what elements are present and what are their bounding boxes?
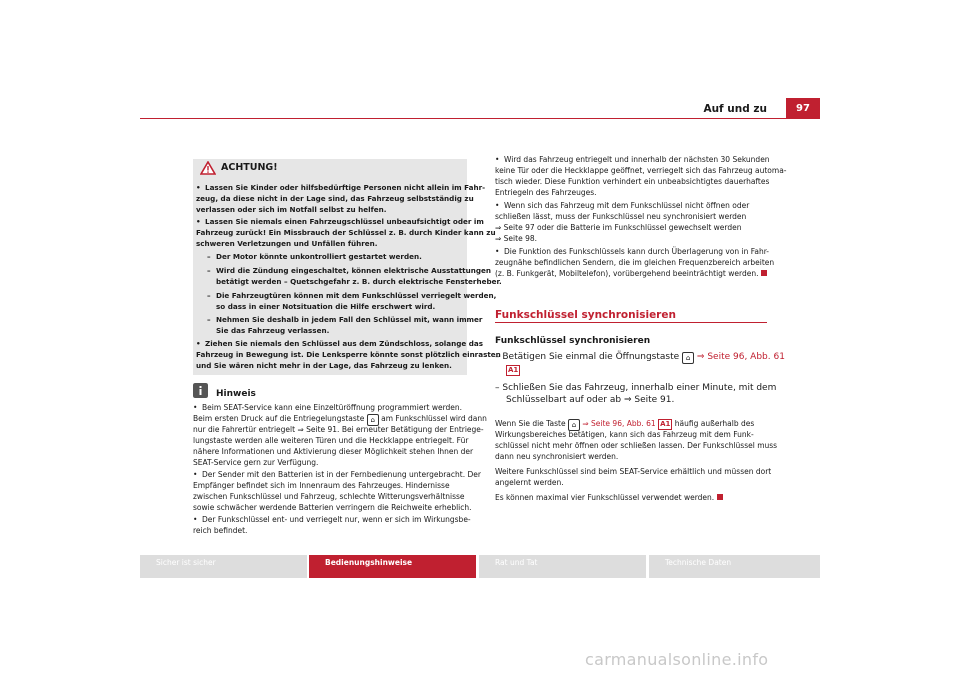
header-rule (140, 118, 820, 119)
page-reference-link[interactable]: ⇒ Seite 96, Abb. 61 (582, 419, 656, 428)
watermark: carmanualsonline.info (585, 650, 769, 669)
note-line: nähere Informationen und Aktivierung dieser Möglichkeit stehen Ihnen der (193, 447, 474, 456)
step-line: Schlüsselbart auf oder ab ⇒ Seite 91. (506, 395, 675, 405)
warning-line: Fahrzeug in Bewegung ist. Die Lenksperre könnte sonst plötzlich einrasten (196, 350, 501, 359)
body-line: • Wenn sich das Fahrzeug mit dem Funkschlüssel nicht öffnen oder (495, 201, 750, 210)
body-line: • Wird das Fahrzeug entriegelt und innerhalb der nächsten 30 Sekunden (495, 155, 770, 164)
body-line: Entriegeln des Fahrzeuges. (495, 188, 597, 197)
warning-triangle-icon (200, 161, 216, 175)
body-line: zeugnähe befindlichen Sendern, die im gleichen Frequenzbereich arbeiten (495, 258, 775, 267)
subsection-title: Funkschlüssel synchronisieren (495, 336, 651, 346)
warning-line: Fahrzeug zurück! Ein Missbrauch der Schlüssel z. B. durch Kinder kann zu (196, 228, 496, 237)
end-mark-icon (717, 494, 723, 500)
step-line: – Schließen Sie das Fahrzeug, innerhalb einer Minute, mit dem (495, 383, 777, 393)
note-heading: Hinweis (216, 389, 256, 399)
page-title: Auf und zu (703, 103, 767, 115)
body-line: angelernt werden. (495, 478, 564, 487)
body-line: schließen lässt, muss der Funkschlüssel neu synchronisiert werden (495, 212, 747, 221)
warning-subline: – Die Fahrzeugtüren können mit dem Funkschlüssel verriegelt werden, (207, 291, 497, 300)
footer-tab-sicher-ist-sicher[interactable]: Sicher ist sicher (140, 555, 307, 578)
warning-line: zeug, da diese nicht in der Lage sind, das Fahrzeug selbstständig zu (196, 194, 474, 203)
note-info-icon (193, 383, 208, 398)
end-mark-icon (761, 270, 767, 276)
body-line: Wenn Sie die Taste ⌂ ⇒ Seite 96, Abb. 61 A1 häufig außerhalb des (495, 419, 755, 429)
note-line: zwischen Funkschlüssel und Fahrzeug, schlechte Witterungsverhältnisse (193, 492, 465, 501)
unlock-key-icon: ⌂ (568, 419, 580, 431)
section-title: Funkschlüssel synchronisieren (495, 309, 676, 321)
note-line: • Der Sender mit den Batterien ist in der Fernbedienung untergebracht. Der (193, 470, 481, 479)
body-line: Wirkungsbereiches betätigen, kann sich das Fahrzeug mit dem Funk- (495, 430, 754, 439)
page-reference-link[interactable]: ⇒ Seite 96, Abb. 61 (696, 352, 785, 362)
body-line: schlüssel nicht mehr öffnen oder schließen lassen. Der Funkschlüssel muss (495, 441, 778, 450)
warning-subline: so dass in einer Notsituation die Hilfe erschwert wird. (216, 302, 436, 311)
warning-line: schweren Verletzungen und Unfällen führen. (196, 239, 378, 248)
warning-line: • Ziehen Sie niemals den Schlüssel aus dem Zündschloss, solange das (196, 339, 484, 348)
note-line: sowie schwächer werdende Batterien verringern die Reichweite erheblich. (193, 503, 472, 512)
body-line: ⇒ Seite 97 oder die Batterie im Funkschlüssel gewechselt werden (495, 223, 742, 232)
warning-subline: – Wird die Zündung eingeschaltet, können elektrische Ausstattungen (207, 266, 491, 275)
warning-subline: betätigt werden – Quetschgefahr z. B. durch elektrische Fensterheber. (216, 277, 502, 286)
footer-tab-rat-und-tat[interactable]: Rat und Tat (479, 555, 646, 578)
footer-tab-technische-daten[interactable]: Technische Daten (649, 555, 820, 578)
section-rule (495, 322, 767, 323)
figure-tag: A1 (660, 420, 671, 428)
note-line: nur die Fahrertür entriegelt ⇒ Seite 91. Bei erneuter Betätigung der Entriege- (193, 425, 484, 434)
warning-heading: ACHTUNG! (221, 162, 278, 173)
body-line: Es können maximal vier Funkschlüssel verwendet werden. (495, 492, 723, 503)
body-line: • Die Funktion des Funkschlüssels kann durch Überlagerung von in Fahr- (495, 247, 770, 256)
body-line: ⇒ Seite 98. (495, 234, 537, 243)
body-line: Weitere Funkschlüssel sind beim SEAT-Service erhältlich und müssen dort (495, 467, 772, 476)
warning-line: • Lassen Sie niemals einen Fahrzeugschlüssel unbeaufsichtigt oder im (196, 217, 484, 226)
note-line: SEAT-Service gern zur Verfügung. (193, 458, 319, 467)
body-line: keine Tür oder die Heckklappe geöffnet, verriegelt sich das Fahrzeug automa- (495, 166, 787, 175)
step-line: – Betätigen Sie einmal die Öffnungstaste ⌂ ⇒ Seite 96, Abb. 61 (495, 352, 785, 362)
body-line: (z. B. Funkgerät, Mobiltelefon), vorübergehend beeinträchtigt werden. (495, 268, 767, 279)
note-line: reich befindet. (193, 526, 248, 535)
footer-tab-bedienungshinweise[interactable]: Bedienungshinweise (309, 555, 476, 578)
warning-line: und Sie wären nicht mehr in der Lage, das Fahrzeug zu lenken. (196, 361, 452, 370)
unlock-key-icon: ⌂ (367, 414, 379, 426)
warning-line: verlassen oder sich im Notfall selbst zu helfen. (196, 205, 387, 214)
note-line: lungstaste werden alle weiteren Türen und die Heckklappe entriegelt. Für (193, 436, 469, 445)
note-line: • Der Funkschlüssel ent- und verriegelt nur, wenn er sich im Wirkungsbe- (193, 515, 471, 524)
note-line: Empfänger befindet sich im Innenraum des Fahrzeuges. Hindernisse (193, 481, 450, 490)
warning-line: • Lassen Sie Kinder oder hilfsbedürftige Personen nicht allein im Fahr- (196, 183, 486, 192)
unlock-key-icon: ⌂ (682, 352, 694, 364)
warning-subline: – Der Motor könnte unkontrolliert gestartet werden. (207, 252, 422, 261)
note-line: Beim ersten Druck auf die Entriegelungstaste ⌂ am Funkschlüssel wird dann (193, 414, 487, 424)
body-line: tisch wieder. Diese Funktion verhindert ein unbeabsichtigtes dauerhaftes (495, 177, 770, 186)
warning-subline: – Nehmen Sie deshalb in jedem Fall den Schlüssel mit, wann immer (207, 315, 483, 324)
page-number: 97 (786, 98, 820, 119)
body-line: dann neu synchronisiert werden. (495, 452, 619, 461)
warning-subline: Sie das Fahrzeug verlassen. (216, 326, 330, 335)
step-tag-line (506, 364, 520, 377)
note-line: • Beim SEAT-Service kann eine Einzeltüröffnung programmiert werden. (193, 403, 463, 412)
figure-tag: A1 (508, 366, 519, 374)
